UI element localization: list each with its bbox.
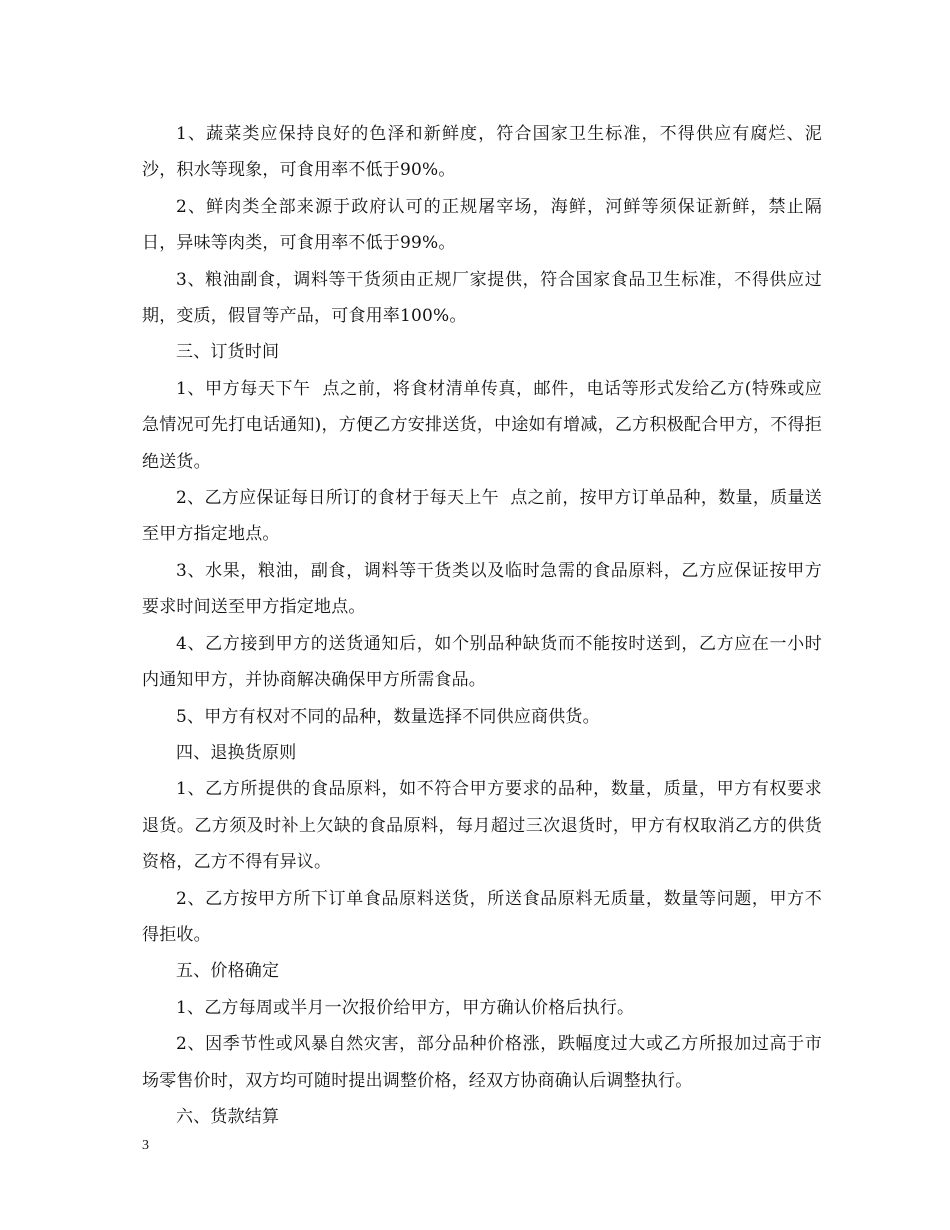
- paragraph-return-rights: 1、乙方所提供的食品原料，如不符合甲方要求的品种，数量，质量，甲方有权要求退货。乙方须及时补上欠缺的食品原料，每月超过三次退货时，甲方有权取消乙方的供货资格，乙方不得有异议。: [142, 779, 822, 873]
- paragraph-fresh-meat: 2、鲜肉类全部来源于政府认可的正规屠宰场，海鲜，河鲜等须保证新鲜，禁止隔日，异味等肉类，可食用率不低于99%。: [142, 196, 822, 254]
- paragraph-vegetables: 1、蔬菜类应保持良好的色泽和新鲜度，符合国家卫生标准，不得供应有腐烂、泥沙，积水等现象，可食用率不低于90%。: [142, 124, 822, 181]
- section-heading-returns: 四、退换货原则: [176, 742, 297, 763]
- paragraph-delivery-deadline: 2、乙方应保证每日所订的食材于每天上午 点之前，按甲方订单品种，数量，质量送至甲方指定地点。: [142, 488, 822, 545]
- section-heading-pricing: 五、价格确定: [176, 961, 280, 982]
- paragraph-quote-schedule: 1、乙方每周或半月一次报价给甲方，甲方确认价格后执行。: [176, 997, 635, 1018]
- page-number: 3: [142, 1138, 149, 1153]
- paragraph-urgent-items: 3、水果，粮油，副食，调料等干货类以及临时急需的食品原料，乙方应保证按甲方要求时间送至甲方指定地点。: [142, 560, 822, 618]
- paragraph-price-adjustment: 2、因季节性或风暴自然灾害，部分品种价格涨，跌幅度过大或乙方所报加过高于市场零售价时，双方均可随时提出调整价格，经双方协商确认后调整执行。: [142, 1034, 822, 1091]
- paragraph-out-of-stock: 4、乙方接到甲方的送货通知后，如个别品种缺货而不能按时送到，乙方应在一小时内通知甲方，并协商解决确保甲方所需食品。: [142, 633, 822, 691]
- paragraph-no-refusal: 2、乙方按甲方所下订单食品原料送货，所送食品原料无质量，数量等问题，甲方不得拒收。: [142, 888, 822, 945]
- paragraph-order-deadline: 1、甲方每天下午 点之前，将食材清单传真，邮件，电话等形式发给乙方(特殊或应急情况可先打电话通知)，方便乙方安排送货，中途如有增减，乙方积极配合甲方，不得拒绝送货。: [142, 378, 822, 472]
- section-heading-payment: 六、货款结算: [176, 1106, 280, 1127]
- paragraph-grain-oil: 3、粮油副食，调料等干货须由正规厂家提供，符合国家食品卫生标准，不得供应过期，变质，假冒等产品，可食用率100%。: [142, 269, 822, 327]
- section-heading-ordering-time: 三、订货时间: [176, 342, 280, 363]
- document-body: [142, 116, 822, 1135]
- paragraph-supplier-choice: 5、甲方有权对不同的品种，数量选择不同供应商供货。: [176, 706, 600, 727]
